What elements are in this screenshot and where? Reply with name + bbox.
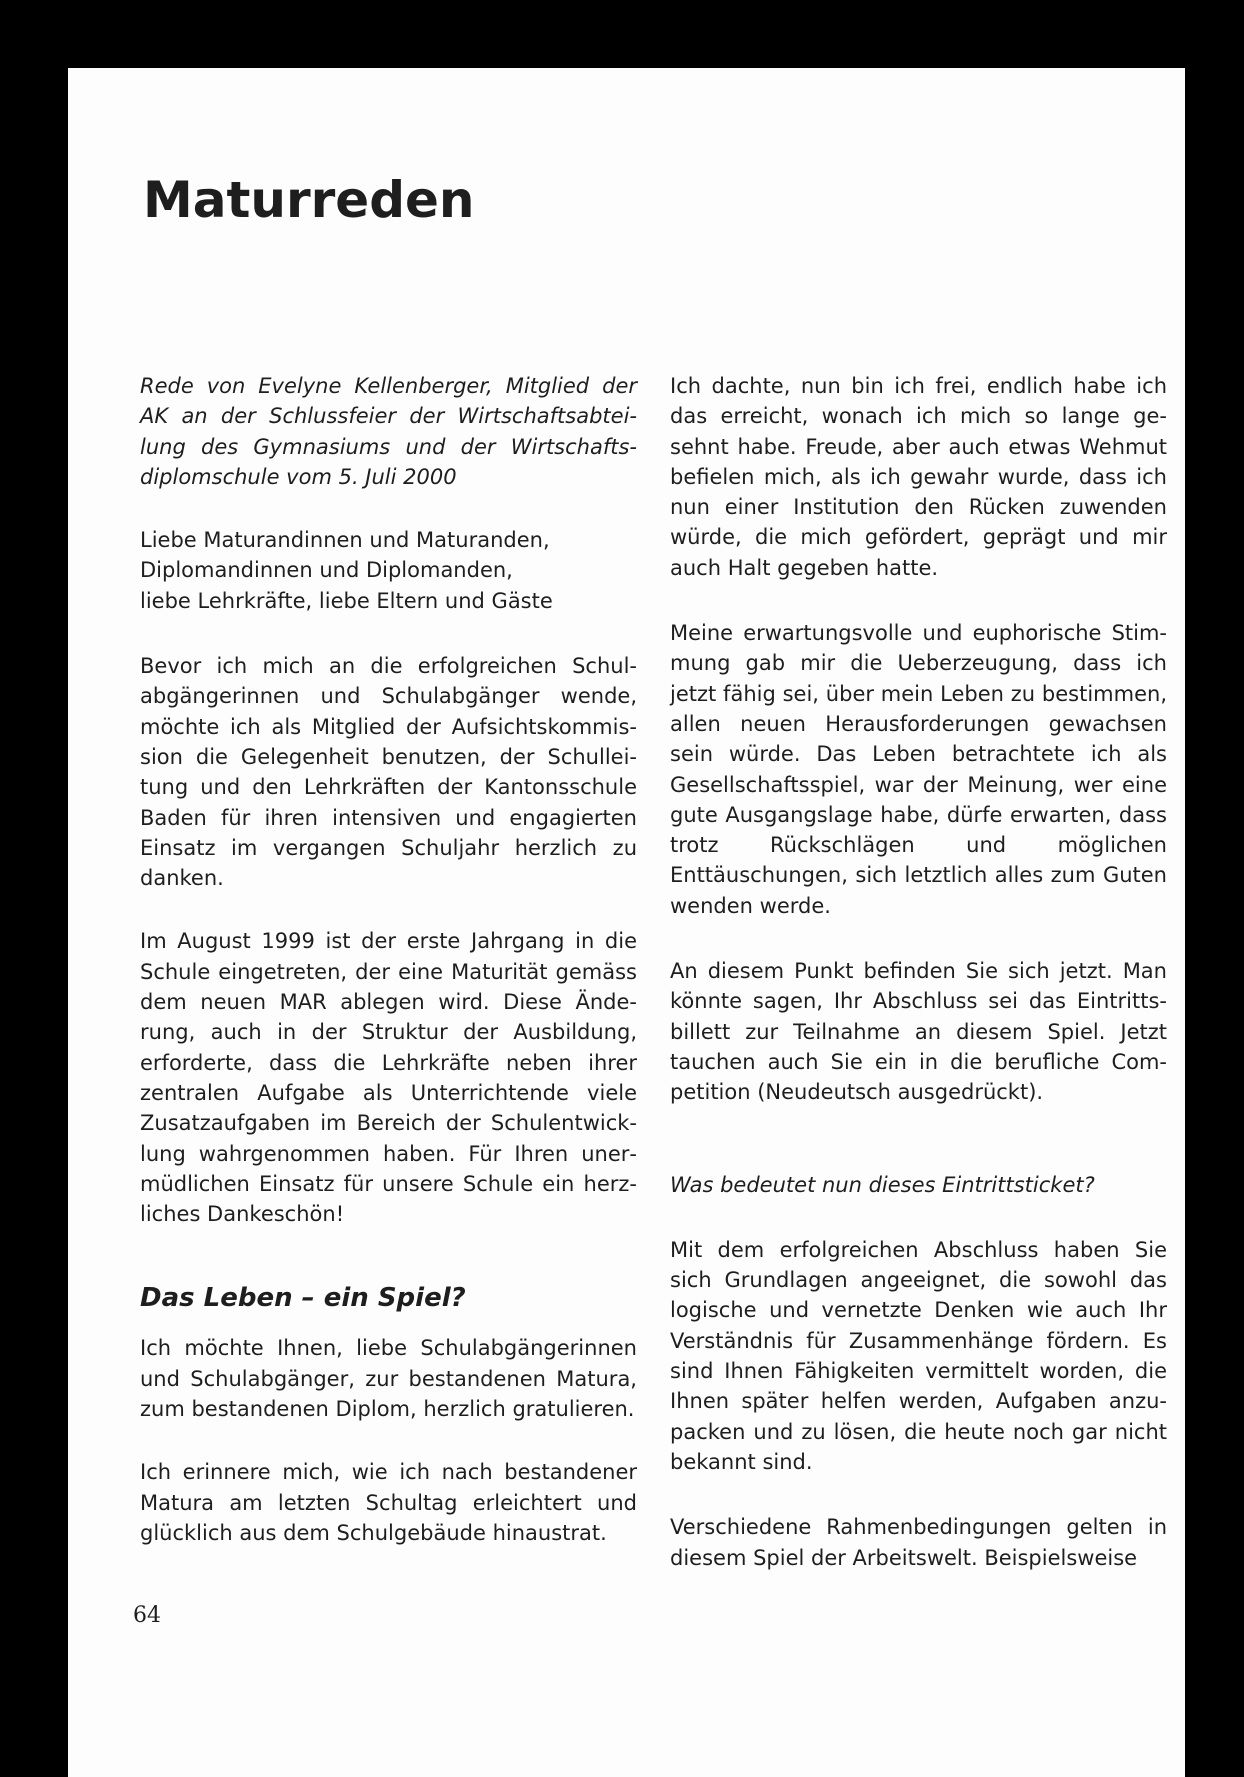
- paragraph: Ich erinnere mich, wie ich nach bestandener Matura am letzten Schultag erleichtert und glücklich aus dem Schulgebäude hinaustrat.: [140, 1460, 637, 1545]
- paragraph: Ich möchte Ihnen, liebe Schulabgängerinnen und Schulabgänger, zur bestandenen Matura, zum bestandenen Diplom, herzlich gratulieren.: [140, 1336, 637, 1422]
- intro-text: Rede von Evelyne Kellenberger, Mitglied der AK an der Schlussfeier der Wirtschaftsabteilung des Gymnasiums und der Wirtschaftsdiplomschule vom 5. Juli 2000: [140, 374, 637, 489]
- page-title: Maturreden: [143, 171, 475, 229]
- section-heading: Das Leben – ein Spiel?: [140, 1283, 466, 1314]
- paragraph: Im August 1999 ist der erste Jahrgang in die Schule eingetreten, der eine Maturität gemäss dem neuen MAR ablegen wird. Diese Änderung, auch in der Struktur der Ausbildung, erforderte, dass die Lehrkräfte neben ihrer zentralen Aufgabe als Unterrichtende viele Zusatzaufgaben im Bereich der Schulentwicklung wahrgenommen haben. Für Ihren unermüdlichen Einsatz für unsere Schule ein herzliches Dankeschön!: [140, 929, 637, 1227]
- paragraph: Mit dem erfolgreichen Abschluss haben Sie sich Grundlagen angeeignet, die sowohl das logische und vernetzte Denken wie auch Ihr Verständnis für Zusammenhänge fördern. Es sind Ihnen Fähigkeiten vermittelt worden, die Ihnen später helfen werden, Aufgaben anzupacken und zu lösen, die heute noch gar nicht bekannt sind.: [670, 1237, 1167, 1474]
- paragraph: Bevor ich mich an die erfolgreichen Schulabgängerinnen und Schulabgänger wende, möchte ich als Mitglied der Aufsichtskommission die Gelegenheit benutzen, der Schulleitung und den Lehrkräften der Kantonsschule Baden für ihren intensiven und engagierten Einsatz im vergangen Schuljahr herzlich zu danken.: [140, 654, 637, 891]
- greeting: [140, 525, 637, 616]
- question-heading: Was bedeutet nun dieses Eintrittsticket?: [670, 1172, 1095, 1197]
- document-page: [68, 68, 1185, 1777]
- right-column: [670, 371, 1167, 1573]
- paragraph: Ich dachte, nun bin ich frei, endlich habe ich das erreicht, wonach ich mich so lange gesehnt habe. Freude, aber auch etwas Wehmut befielen mich, als ich gewahr wurde, dass ich nun einer Institution den Rücken zuwenden würde, die mich gefördert, geprägt und mir auch Halt gegeben hatte.: [670, 374, 1167, 580]
- left-column: [140, 371, 637, 1548]
- greeting-line: Liebe Maturandinnen und Maturanden,: [140, 528, 550, 553]
- paragraph: Meine erwartungsvolle und euphorische Stimmung gab mir die Ueberzeugung, dass ich jetzt fähig sei, über mein Leben zu bestimmen, allen neuen Herausforderungen gewachsen sein würde. Das Leben betrachtete ich als Gesellschaftsspiel, war der Meinung, wer eine gute Ausgangslage habe, dürfe erwarten, dass trotz Rückschlägen und möglichen Enttäuschungen, sich letztlich alles zum Guten wenden werde.: [670, 621, 1167, 918]
- page-number: 64: [133, 1603, 161, 1628]
- paragraph: An diesem Punkt befinden Sie sich jetzt. Man könnte sagen, Ihr Abschluss sei das Eintrittsbillett zur Teilnahme an diesem Spiel. Jetzt tauchen auch Sie ein in die berufliche Competition (Neudeutsch ausgedrückt).: [670, 959, 1167, 1105]
- greeting-line: Diplomandinnen und Diplomanden,: [140, 558, 513, 583]
- greeting-line: liebe Lehrkräfte, liebe Eltern und Gäste: [140, 588, 553, 613]
- paragraph: Verschiedene Rahmenbedingungen gelten in diesem Spiel der Arbeitswelt. Beispielsweise: [670, 1515, 1167, 1570]
